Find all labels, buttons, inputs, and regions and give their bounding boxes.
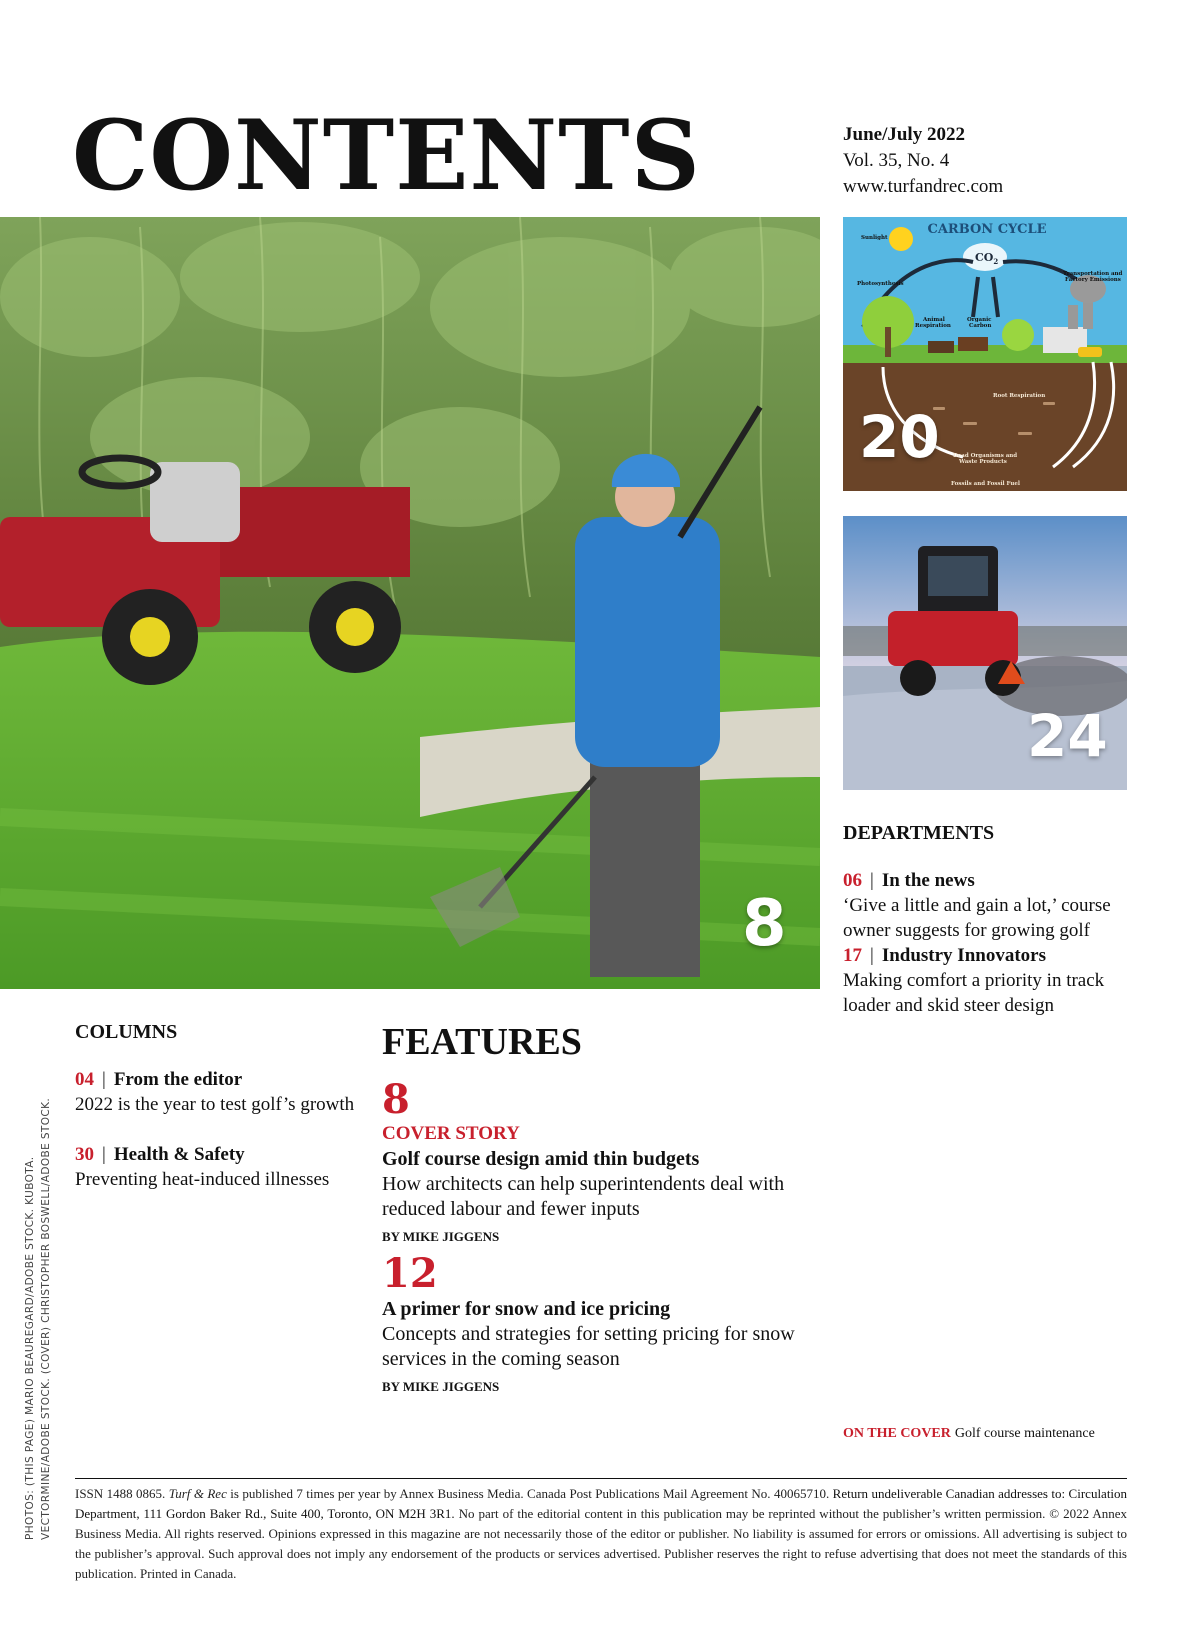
issn: ISSN 1488 0865. <box>75 1486 166 1501</box>
department-entry[interactable]: 06 | In the news ‘Give a little and gain a lot,’ course owner suggests for growing golf <box>843 868 1143 943</box>
column-entry[interactable]: 30 | Health & Safety Preventing heat-induced illnesses <box>75 1142 375 1192</box>
entry-name: Health & Safety <box>113 1144 245 1165</box>
hero-photo[interactable] <box>0 217 820 989</box>
thumb-carbon-page-number: 20 <box>859 403 940 471</box>
label-transport-2: Factory Emissions <box>1065 277 1121 283</box>
photo-credit-line: VECTORMINE/ADOBE STOCK. (COVER) CHRISTOPHER BOSWELL/ADOBE STOCK. <box>40 1097 52 1540</box>
department-entry[interactable]: 17 | Industry Innovators Making comfort a priority in track loader and skid steer design <box>843 943 1143 1018</box>
entry-name: From the editor <box>113 1069 243 1090</box>
footer-divider <box>75 1478 1127 1479</box>
label-dead-2: Waste Products <box>959 459 1007 465</box>
entry-page: 17 <box>843 945 862 966</box>
feature-description: How architects can help superintendents deal with reduced labour and fewer inputs <box>382 1173 785 1220</box>
feature-title: A primer for snow and ice pricing <box>382 1298 671 1320</box>
carbon-cycle-thumbnail[interactable] <box>843 217 1127 491</box>
publication-info: is published 7 times per year by Annex Business Media. Canada Post Publications Mail Agreement No. 40065710. <box>230 1486 830 1501</box>
utility-vehicle-thumbnail[interactable] <box>843 516 1127 790</box>
label-root: Root Respiration <box>993 393 1046 399</box>
co2-label: $CO_2$ <box>975 251 999 266</box>
thumb-kubota-page-number: 24 <box>1027 702 1108 770</box>
legal-notice: No part of the editorial content in this publication may be reprinted without the publisher’s written permission. © 2022 Annex Business Media. All rights reserved. Opinions expressed in this magazine are not necessarily those of the editor or publisher. No liability is assumed for errors or omissions. All advertising is subject to the publisher’s approval. Such approval does not imply any endorsement of the products or services advertised. Publisher reserves the right to refuse advertising that does not meet the standards of this publication. Printed in Canada. <box>75 1506 1128 1581</box>
feature-page: 12 <box>382 1250 438 1297</box>
publication-footer <box>75 1484 1127 1584</box>
cover-note-text: Golf course maintenance <box>954 1426 1095 1441</box>
photo-credit <box>22 1090 68 1540</box>
entry-description: Making comfort a priority in track loader and skid steer design <box>843 970 1105 1016</box>
feature-kicker: COVER STORY <box>382 1123 520 1144</box>
label-dead: Dead Organisms and <box>953 453 1018 459</box>
label-fossil: Fossils and Fossil Fuel <box>951 481 1020 487</box>
column-entry[interactable]: 04 | From the editor 2022 is the year to test golf’s growth <box>75 1067 365 1117</box>
hero-illustration <box>0 217 820 989</box>
features-heading: FEATURES <box>382 1021 582 1063</box>
columns-heading: COLUMNS <box>75 1021 178 1043</box>
entry-description: ‘Give a little and gain a lot,’ course owner suggests for growing golf <box>843 895 1111 941</box>
feature-entry[interactable] <box>382 1078 812 1248</box>
label-organic: Organic <box>967 317 992 323</box>
label-animal: Animal <box>923 317 945 323</box>
entry-description: 2022 is the year to test golf’s growth <box>75 1094 355 1115</box>
entry-name: Industry Innovators <box>881 945 1046 966</box>
website-link[interactable]: www.turfandrec.com <box>843 176 1004 197</box>
cover-note-label: ON THE COVER <box>843 1426 951 1441</box>
departments-heading: DEPARTMENTS <box>843 822 995 844</box>
entry-page: 04 <box>75 1069 94 1090</box>
photo-credit-line: PHOTOS: (THIS PAGE) MARIO BEAUREGARD/ADOBE STOCK. KUBOTA. <box>24 1156 36 1540</box>
label-photosynthesis: Photosynthesis <box>857 281 904 287</box>
label-organic-2: Carbon <box>969 323 992 329</box>
return-address: Return undeliverable Canadian addresses to: Circulation Department, 111 Gordon Baker Rd., Suite 400, Toronto, ON M2H 3R1. <box>75 1486 1128 1521</box>
feature-byline: BY MIKE JIGGENS <box>382 1379 500 1394</box>
entry-description: Preventing heat-induced illnesses <box>75 1169 330 1190</box>
page-title: CONTENTS <box>72 99 701 212</box>
diagram-title: CARBON CYCLE <box>927 222 1047 237</box>
issue-date: June/July 2022 <box>843 124 965 145</box>
hero-page-number: 8 <box>742 887 787 961</box>
issue-volume: Vol. 35, No. 4 <box>843 150 950 171</box>
label-animal-2: Respiration <box>915 323 951 329</box>
entry-page: 06 <box>843 870 862 891</box>
publication-name: Turf & Rec <box>168 1486 227 1501</box>
issue-info <box>843 122 1003 200</box>
entry-name: In the news <box>881 870 975 891</box>
feature-entry[interactable] <box>382 1252 812 1398</box>
feature-byline: BY MIKE JIGGENS <box>382 1229 500 1244</box>
feature-description: Concepts and strategies for setting pricing for snow services in the coming season <box>382 1323 795 1370</box>
cover-note <box>843 1426 1095 1442</box>
feature-page: 8 <box>382 1076 410 1123</box>
feature-title: Golf course design amid thin budgets <box>382 1148 700 1170</box>
label-sunlight: Sunlight <box>861 235 888 241</box>
label-transport: Transportation and <box>1063 271 1123 277</box>
entry-page: 30 <box>75 1144 94 1165</box>
